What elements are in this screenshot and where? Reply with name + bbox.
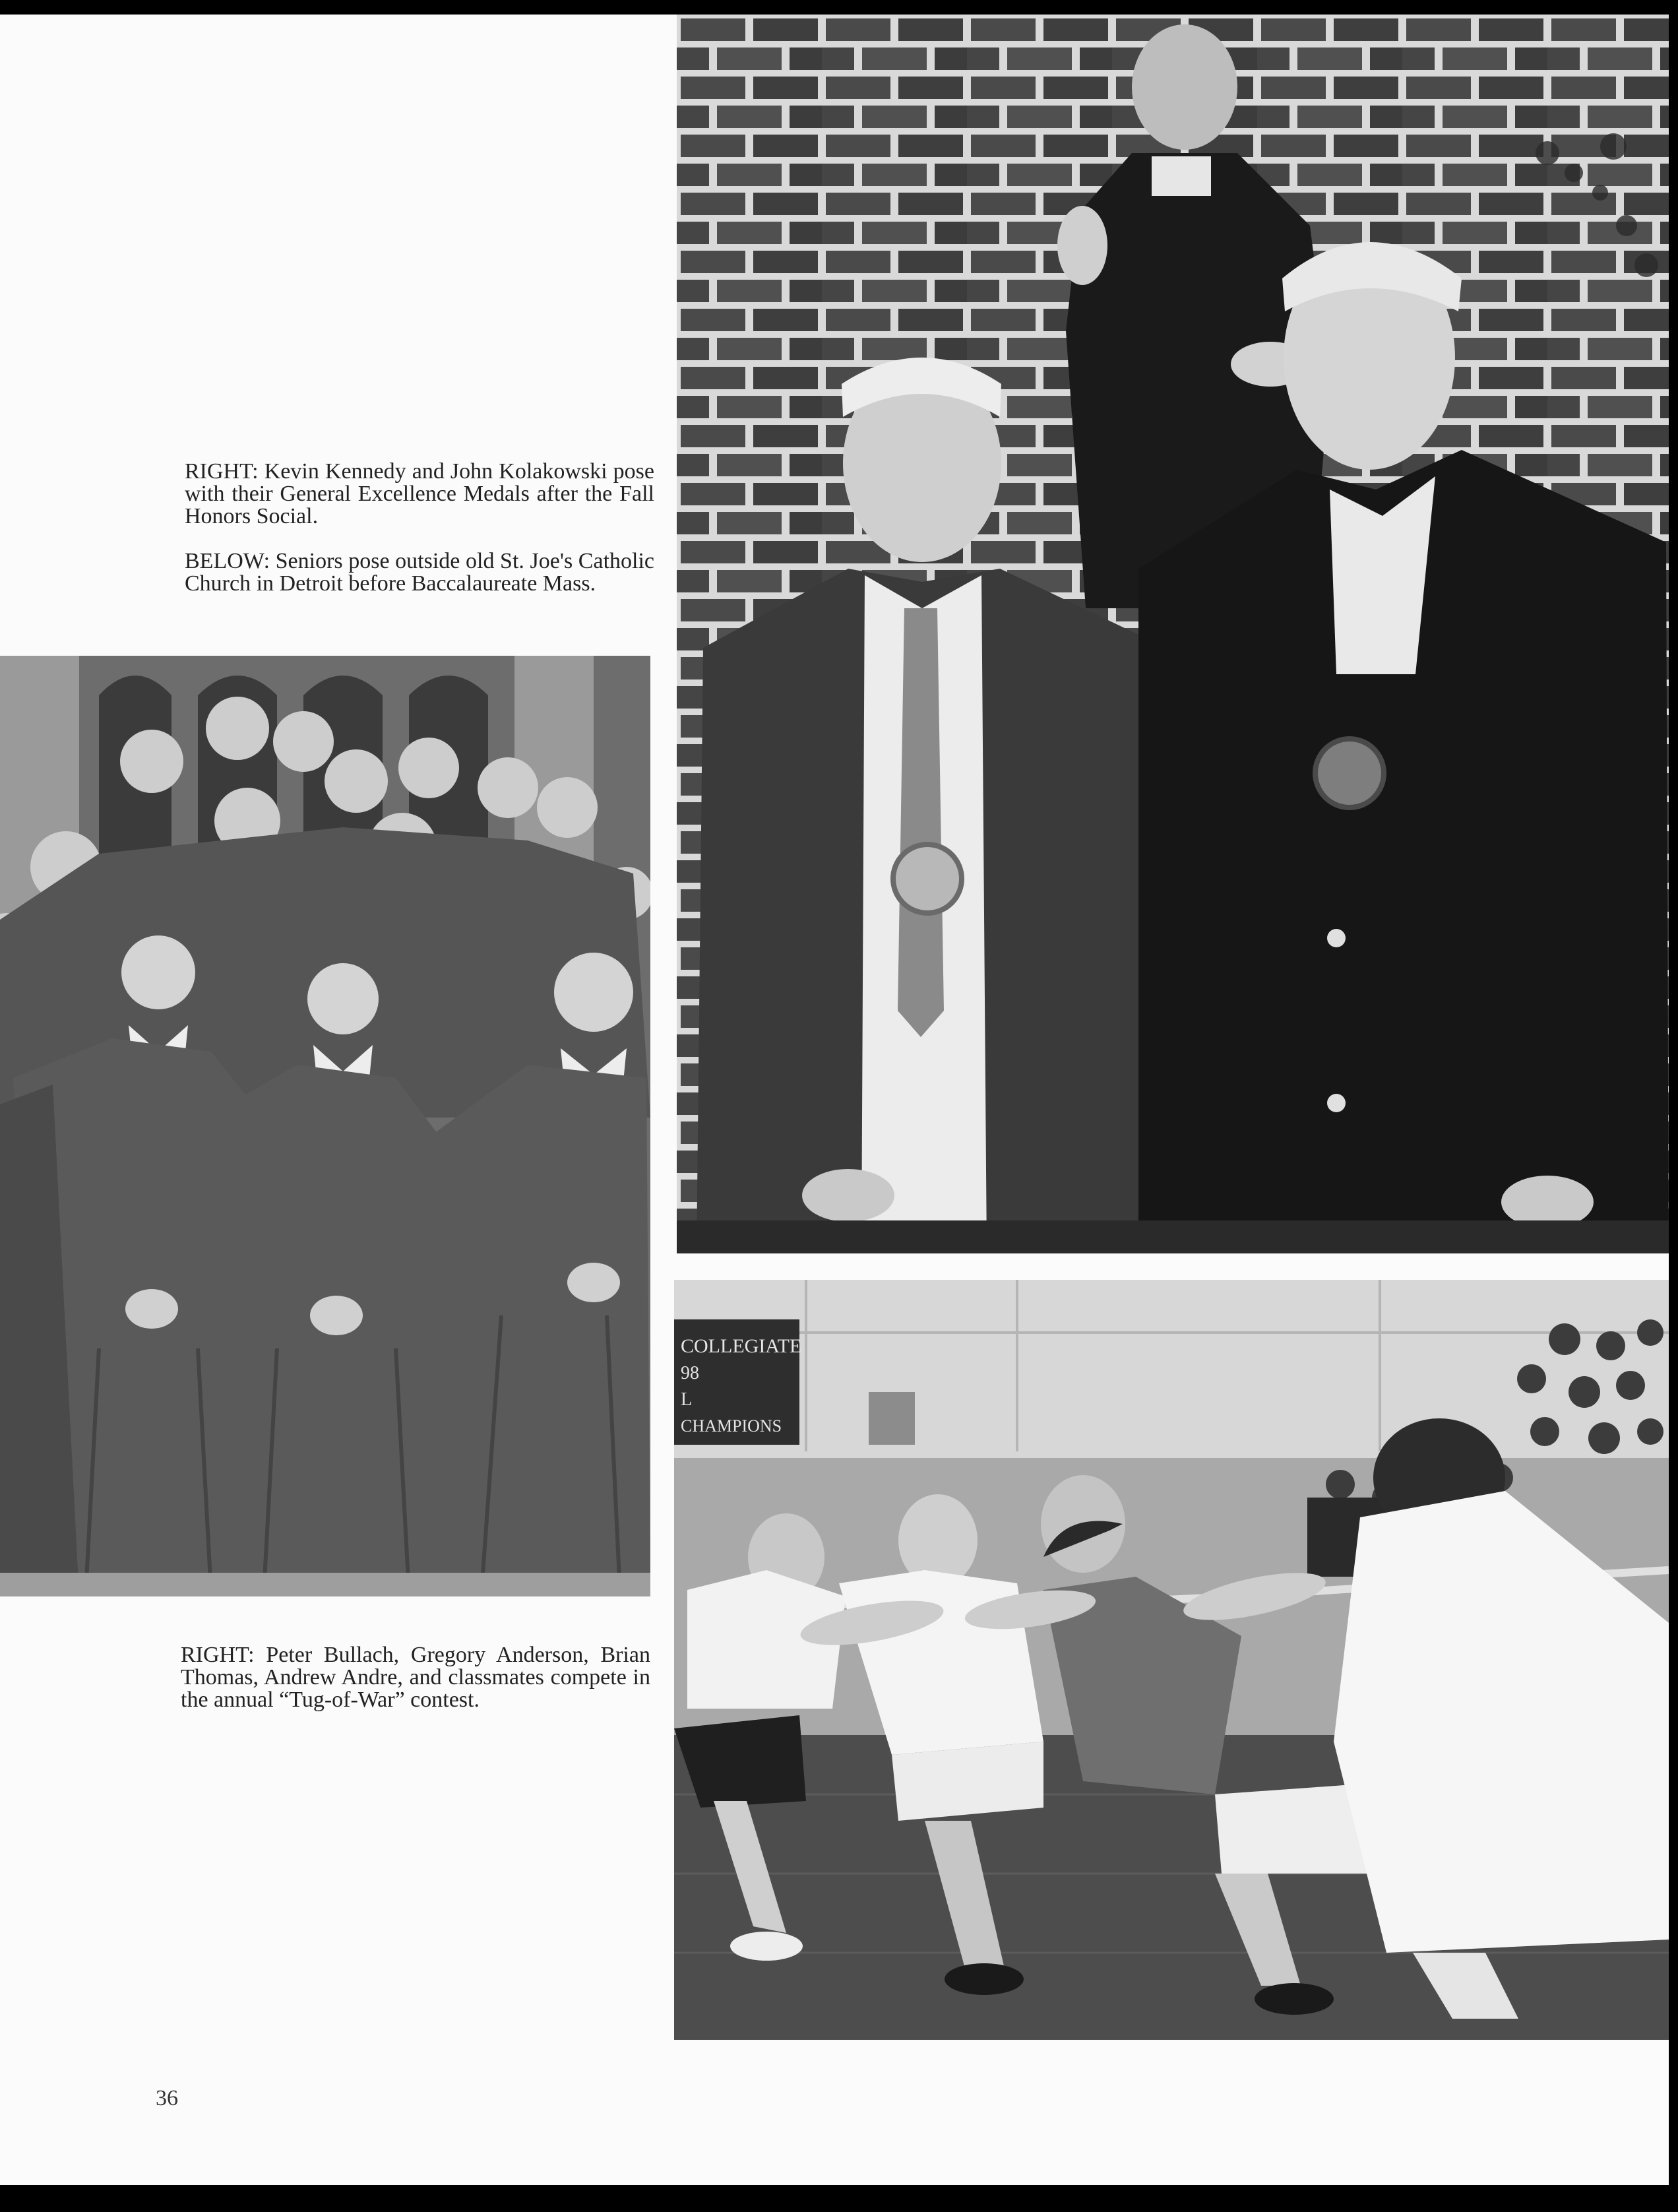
tug-of-war-caption-text: RIGHT: Peter Bullach, Gregory Anderson, Brian Thomas, Andrew Andre, and classmates compete in the annual “Tug-of-War” contest.: [181, 1643, 650, 1712]
banner-line-3: L: [681, 1389, 693, 1410]
seniors-caption: BELOW: Seniors pose outside old St. Joe's Catholic Church in Detroit before Baccalaureate Mass.: [185, 549, 654, 596]
honors-and-seniors-captions: [185, 460, 654, 617]
banner-line-1: COLLEGIATE: [681, 1335, 802, 1357]
banner-line-4: CHAMPIONS: [681, 1416, 782, 1436]
scan-edge: [1669, 0, 1678, 2212]
medal-winners-photo: [677, 15, 1669, 1253]
yearbook-page: [0, 15, 1669, 2185]
tug-of-war-caption: [181, 1644, 650, 1734]
tug-of-war-photo: [674, 1280, 1669, 2040]
page-number: 36: [156, 2086, 178, 2110]
seniors-robes-photo: [0, 656, 650, 1596]
honors-caption: RIGHT: Kevin Kennedy and John Kolakowski pose with their General Excellence Medals after the Fall Honors Social.: [185, 459, 654, 528]
banner-line-2: 98: [681, 1363, 699, 1383]
